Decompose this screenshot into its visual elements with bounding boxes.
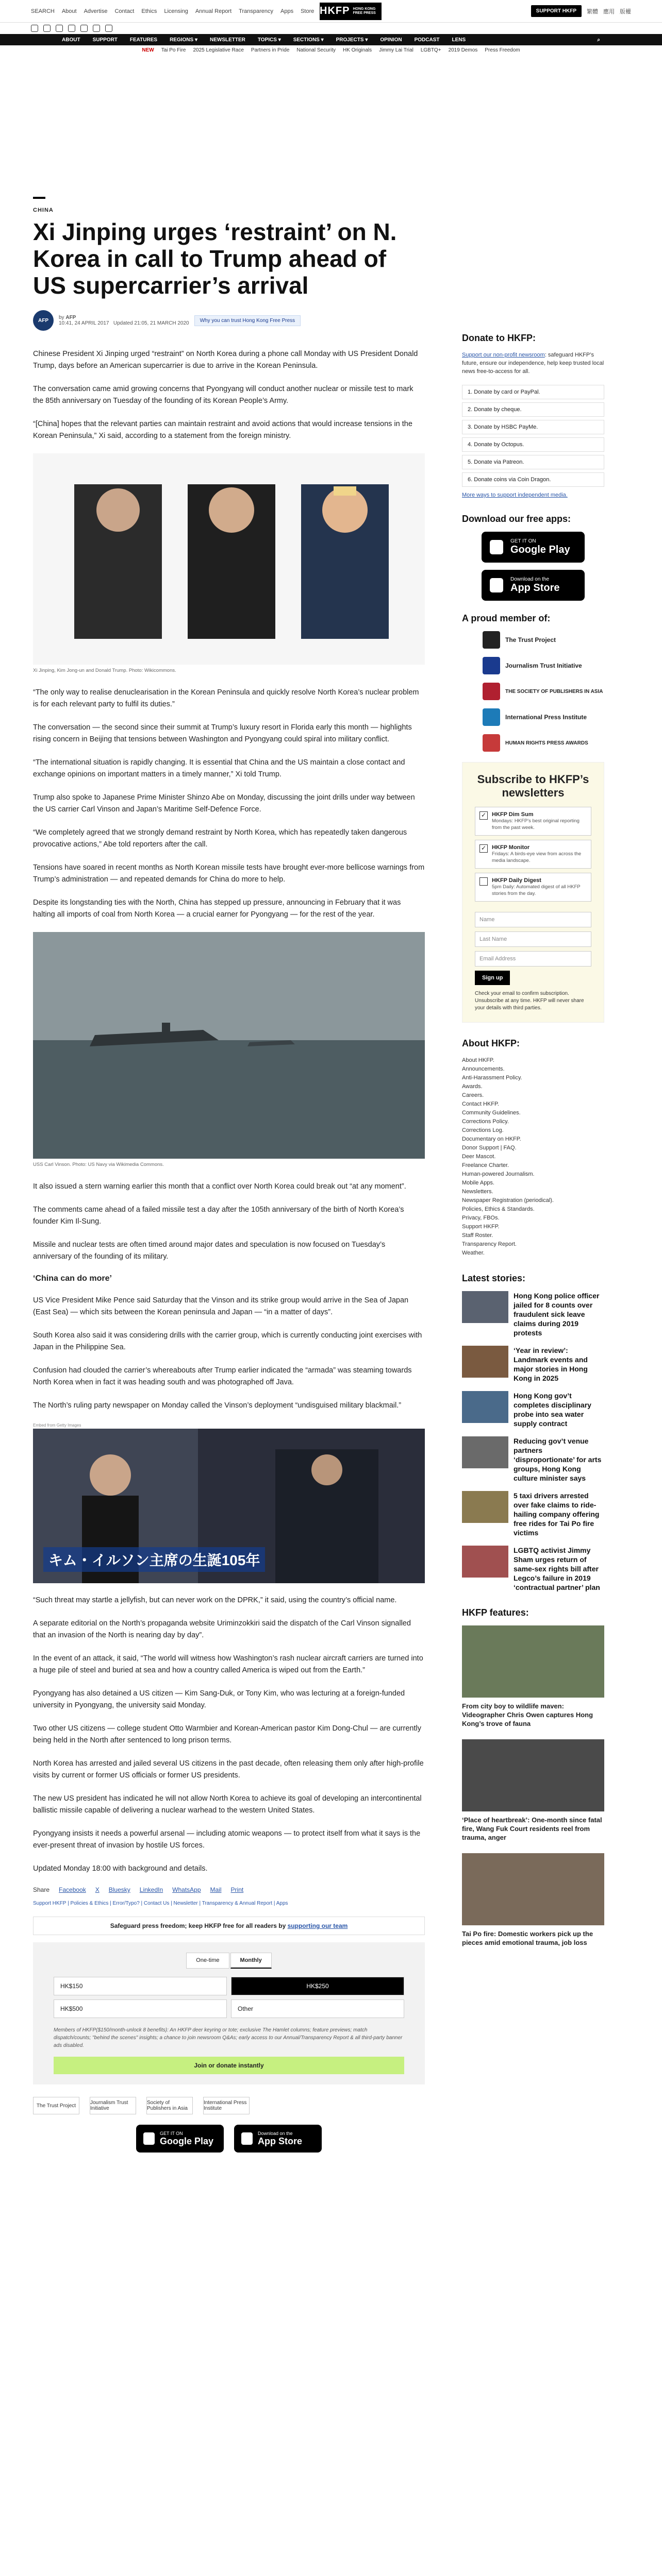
donate-option[interactable]: 4. Donate by Octopus.: [462, 437, 604, 452]
newsletter-heading: Subscribe to HKFP’s newsletters: [477, 773, 589, 799]
paragraph: “We completely agreed that we strongly demand restraint by North Korea, which has repeatedly taken dangerous provocative actions,” Abe told reporters after the call.: [33, 828, 407, 849]
about-link[interactable]: Transparency Report.: [462, 1241, 517, 1247]
google-play-icon: [143, 2132, 155, 2145]
feature-image[interactable]: [462, 1853, 604, 1925]
story-title: Hong Kong police officer jailed for 8 counts over fraudulent sick leave claims during 2019 protests: [514, 1292, 600, 1337]
photo-overlay-text: キム・イルソン主席の生誕105年: [43, 1547, 265, 1572]
donate-option[interactable]: 5. Donate via Patreon.: [462, 455, 604, 469]
paragraph: In the event of an attack, it said, “The world will witness how Washington’s rash nuclear aircraft carriers are turned into a huge pile of steel and buried at sea and how a country called America is wiped out from the Earth.”: [33, 1654, 423, 1674]
donate-option[interactable]: 6. Donate coins via Coin Dragon.: [462, 472, 604, 487]
member-ipi[interactable]: [483, 708, 604, 726]
newsletter-option[interactable]: [475, 807, 591, 836]
story-thumbnail: [462, 1391, 508, 1423]
store-big-text: App Store: [510, 582, 560, 594]
ipi-logo[interactable]: International Press Institute: [203, 2097, 250, 2114]
about-heading: About HKFP:: [462, 1038, 520, 1048]
newsletter-desc: Mondays: HKFP’s best original reporting from the past week.: [492, 818, 580, 831]
hrpa-icon: [483, 734, 500, 752]
logo-subtext: HONG KONG FREE PRESS: [353, 7, 376, 15]
paragraph: “The international situation is rapidly changing. It is essential that China and the US maintain a close contact and exchange opinions on important matters in a timely manner,” Xi told Trump.: [33, 758, 405, 778]
donate-option[interactable]: 2. Donate by cheque.: [462, 402, 604, 417]
checkbox[interactable]: ✓: [479, 811, 488, 820]
paragraph: US Vice President Mike Pence said Saturday that the Vinson and its strike group would arrive in the Sea of Japan (East Sea) — which sits between the Korean peninsula and Japan — “in a matter of days”.: [33, 1296, 409, 1316]
footer-member-logos: [33, 2097, 425, 2114]
feature-image[interactable]: [462, 1625, 604, 1698]
email-input[interactable]: Email Address: [475, 951, 591, 967]
last-name-input[interactable]: Last Name: [475, 931, 591, 947]
latest-story[interactable]: [462, 1391, 604, 1428]
utility-link[interactable]: Contact: [114, 8, 135, 14]
apple-icon: [241, 2132, 253, 2145]
store-small-text: Download on the: [510, 577, 550, 582]
about-link[interactable]: Anti-Harassment Policy.: [462, 1075, 522, 1081]
about-link[interactable]: Corrections Log.: [462, 1127, 504, 1133]
member-jti[interactable]: [483, 657, 604, 674]
paragraph: Missile and nuclear tests are often timed around major dates and speculation is now focused on Tuesday’s anniversary of the founding of its military.: [33, 1241, 386, 1261]
footer-apps: [33, 2125, 425, 2153]
member-name: Journalism Trust Initiative: [505, 662, 582, 669]
banner-text: Safeguard press freedom; keep HKFP free for all readers by: [110, 1922, 286, 1929]
publish-date: 10:41, 24 APRIL 2017: [59, 320, 109, 326]
getty-credit: Embed from Getty Images: [33, 1423, 81, 1428]
story-thumbnail: [462, 1346, 508, 1378]
about-link[interactable]: Announcements.: [462, 1066, 505, 1072]
story-title: Hong Kong gov’t completes disciplinary probe into sea water supply contract: [514, 1392, 591, 1428]
tab-one-time[interactable]: One-time: [186, 1953, 229, 1969]
about-link[interactable]: Newspaper Registration (periodical).: [462, 1197, 554, 1204]
about-link[interactable]: Support HKFP.: [462, 1224, 500, 1230]
latest-heading: Latest stories:: [462, 1273, 526, 1283]
trending-link[interactable]: LGBTQ+: [420, 47, 441, 53]
app-small-text: GET IT ON: [160, 2130, 183, 2136]
story-thumbnail: [462, 1491, 508, 1523]
story-title: Reducing gov’t venue partners ‘disproportionate’ for arts groups, Hong Kong culture minister says: [514, 1437, 602, 1482]
sidebar: [462, 333, 604, 1958]
paragraph: Pyongyang has also detained a US citizen — Kim Sang-Duk, or Tony Kim, who was lecturing at a foreign-funded university in Pyongyang, the university said Monday.: [33, 1689, 405, 1709]
section-heading: ‘China can do more’: [33, 1274, 112, 1283]
apps-heading: Download our free apps:: [462, 514, 571, 524]
paragraph: Chinese President Xi Jinping urged “restraint” on North Korea during a phone call Monday with US President Donald Trump, days before an American supercarrier is due to arrive in the Korean Peninsula.: [33, 350, 418, 370]
language-toggle[interactable]: 繁體: [587, 8, 598, 15]
utility-link[interactable]: Advertise: [84, 8, 108, 14]
getty-photo[interactable]: [33, 1429, 425, 1583]
share-print[interactable]: Print: [230, 1886, 244, 1893]
share-bluesky[interactable]: Bluesky: [108, 1886, 130, 1893]
about-link[interactable]: Mobile Apps.: [462, 1180, 494, 1186]
nav-newsletter[interactable]: NEWSLETTER: [209, 37, 245, 43]
latest-story[interactable]: [462, 1436, 604, 1483]
trending-bar: [0, 45, 662, 55]
about-link[interactable]: Community Guidelines.: [462, 1110, 521, 1116]
leaders-photo: [33, 453, 425, 665]
bluesky-icon[interactable]: [93, 25, 100, 32]
nav-sections[interactable]: SECTIONS ▾: [293, 37, 324, 43]
paragraph: The new US president has indicated he will not allow North Korea to achieve its goal of developing an intercontinental ballistic missile capable of delivering a nuclear warhead to the western United States.: [33, 1794, 422, 1815]
top-bar: [0, 0, 662, 23]
paragraph: Trump also spoke to Japanese Prime Minister Shinzo Abe on Monday, discussing the joint drills under way between the US carrier Carl Vinson and Japan’s Maritime Self-Defence Force.: [33, 793, 415, 814]
amount-option-selected[interactable]: HK$250: [231, 1977, 404, 1995]
category-bar: [33, 197, 45, 199]
paragraph: Two other US citizens — college student Otto Warmbier and Korean-American pastor Kim Dong-Chul — are currently being held in the North after sentenced to long prison terms.: [33, 1724, 421, 1744]
member-heading: A proud member of:: [462, 613, 551, 623]
story-title: 5 taxi drivers arrested over fake claims to ride-hailing company offering free rides for Tai Po fire victims: [514, 1492, 600, 1537]
share-facebook[interactable]: Facebook: [59, 1886, 86, 1893]
paragraph: “The only way to realise denuclearisation in the Korean Peninsula and quickly resolve North Korea’s nuclear problem is for each relevant party to fulfil its duties.”: [33, 688, 419, 708]
about-link[interactable]: Donor Support | FAQ.: [462, 1145, 517, 1151]
utility-links: [31, 8, 320, 14]
amount-option[interactable]: Other: [231, 1999, 404, 2018]
article-title: Xi Jinping urges ‘restraint’ on N. Korea in call to Trump ahead of US supercarrier’s arrival: [33, 218, 397, 299]
latest-story[interactable]: [462, 1491, 604, 1537]
member-trust-project[interactable]: [483, 631, 604, 649]
article-body: [33, 348, 425, 1875]
utility-link[interactable]: Transparency: [239, 8, 273, 14]
newsletter-note: Check your email to confirm subscription. Unsubscribe at any time. HKFP will never share your details with third parties.: [475, 991, 584, 1011]
latest-story[interactable]: [462, 1546, 604, 1592]
app-small-text: Download on the: [258, 2130, 293, 2136]
amount-option[interactable]: HK$150: [54, 1977, 227, 1995]
about-link[interactable]: Awards.: [462, 1083, 483, 1090]
paragraph: The conversation — the second since their summit at Trump’s luxury resort in Florida early this month — highlights rising concern in Beijing that tensions between Washington and Pyongyang could spiral into military conflict.: [33, 723, 412, 743]
nav-projects[interactable]: PROJECTS ▾: [336, 37, 368, 43]
paragraph: It also issued a stern warning earlier this month that a conflict over North Korea could break out “at any moment”.: [33, 1182, 406, 1191]
amount-option[interactable]: HK$500: [54, 1999, 227, 2018]
amount-options: [54, 1977, 404, 2018]
member-name: THE SOCIETY OF PUBLISHERS IN ASIA: [505, 688, 603, 694]
latest-story[interactable]: [462, 1346, 604, 1383]
nav-features[interactable]: FEATURES: [129, 37, 158, 43]
donate-box: [33, 1942, 425, 2084]
threads-icon[interactable]: [80, 25, 88, 32]
donate-option[interactable]: 3. Donate by HSBC PayMe.: [462, 420, 604, 434]
category-label[interactable]: CHINA: [33, 207, 54, 213]
newsletter-option[interactable]: [475, 840, 591, 869]
google-play-button[interactable]: [136, 2125, 224, 2153]
sopa-icon: [483, 683, 500, 700]
paragraph: The conversation came amid growing concerns that Pyongyang will conduct another nuclear or missile test to mark the 85th anniversary on Tuesday of the founding of its Korean People’s Army.: [33, 385, 413, 405]
about-list: [462, 1056, 604, 1258]
paragraph: Confusion had clouded the carrier’s whereabouts after Trump earlier indicated the “armada” was steaming towards North Korea when in fact it was heading south and was photographed off Java.: [33, 1366, 412, 1386]
trending-link[interactable]: Tai Po Fire: [161, 47, 186, 53]
share-mail[interactable]: Mail: [210, 1886, 222, 1893]
trending-link[interactable]: 2019 Demos: [448, 47, 478, 53]
paragraph: “Such threat may startle a jellyfish, but can never work on the DPRK,” it said, using the country’s official name.: [33, 1596, 397, 1604]
story-thumbnail: [462, 1546, 508, 1578]
share-label: Share: [33, 1886, 50, 1893]
about-link[interactable]: Staff Roster.: [462, 1232, 493, 1239]
trending-label: NEW: [142, 47, 154, 53]
photo-caption: USS Carl Vinson. Photo: US Navy via Wikimedia Commons.: [33, 1162, 164, 1167]
feature-image[interactable]: [462, 1739, 604, 1811]
latest-story[interactable]: [462, 1291, 604, 1337]
byline: [33, 310, 425, 331]
carrier-illustration: [33, 932, 425, 1159]
jti-logo[interactable]: Journalism Trust Initiative: [90, 2097, 136, 2114]
about-link[interactable]: Human-powered Journalism.: [462, 1171, 535, 1177]
nav-regions[interactable]: REGIONS ▾: [170, 37, 197, 43]
about-link[interactable]: About HKFP.: [462, 1057, 494, 1063]
author-avatar: AFP: [33, 310, 54, 331]
nav-podcast[interactable]: PODCAST: [414, 37, 440, 43]
about-link[interactable]: Corrections Policy.: [462, 1118, 509, 1125]
store-big-text: Google Play: [510, 544, 570, 555]
updated-date: Updated 21:05, 21 MARCH 2020: [113, 320, 189, 326]
main-nav: [0, 34, 662, 45]
search-icon[interactable]: ⌕: [597, 37, 600, 43]
newsletter-desc: 5pm Daily: Automated digest of all HKFP stories from the day.: [492, 884, 581, 896]
donate-tabs: [54, 1953, 404, 1969]
social-icons: [0, 23, 662, 34]
utility-link[interactable]: Apps: [280, 8, 294, 14]
donate-link[interactable]: Support our non-profit newsroom: [462, 352, 545, 358]
about-link[interactable]: Careers.: [462, 1092, 484, 1098]
store-small-text: GET IT ON: [510, 538, 536, 544]
story-title: LGBTQ activist Jimmy Sham urges return of same-sex rights bill after Legco’s failure in 2019 ‘contractual partner’ plan: [514, 1546, 600, 1591]
paragraph: Tensions have soared in recent months as North Korean missile tests have brought ever-more bellicose warnings from Trump’s administration — and repeated demands for China do more to help.: [33, 863, 425, 884]
about-link[interactable]: Newsletters.: [462, 1189, 493, 1195]
nav-topics[interactable]: TOPICS ▾: [257, 37, 281, 43]
checkbox[interactable]: [479, 877, 488, 886]
donate-heading: Donate to HKFP:: [462, 333, 536, 343]
feature-title[interactable]: ‘Place of heartbreak’: One-month since fatal fire, Wang Fuk Court residents reel from trauma, anger: [462, 1816, 602, 1841]
ipi-icon: [483, 708, 500, 726]
share-links: [33, 1886, 425, 1893]
logo-text: HKFP: [320, 5, 350, 16]
features-heading: HKFP features:: [462, 1607, 529, 1618]
footer-links[interactable]: Support HKFP | Policies & Ethics | Error/Typo? | Contact Us | Newsletter | Transparency & Annual Report | Apps: [33, 1901, 288, 1906]
trending-link[interactable]: National Security: [296, 47, 336, 53]
search-link[interactable]: SEARCH: [31, 8, 55, 14]
paragraph: Pyongyang insists it needs a powerful arsenal — including atomic weapons — to protect itself from what it says is the ever-present threat of invasion by hostile US forces.: [33, 1829, 421, 1850]
donate-banner: [33, 1917, 425, 1935]
about-link[interactable]: Freelance Charter.: [462, 1162, 509, 1168]
top-right: [531, 5, 631, 17]
newsletter-option[interactable]: [475, 873, 591, 902]
x-icon[interactable]: [43, 25, 51, 32]
by-label: by: [59, 315, 64, 320]
newsletter-title: HKFP Daily Digest: [492, 877, 541, 884]
share-linkedin[interactable]: LinkedIn: [139, 1886, 163, 1893]
banner-link[interactable]: supporting our team: [287, 1922, 348, 1929]
about-link[interactable]: Documentary on HKFP.: [462, 1136, 521, 1142]
trending-link[interactable]: HK Originals: [342, 47, 372, 53]
nav-about[interactable]: ABOUT: [62, 37, 80, 43]
google-play-badge[interactable]: [482, 532, 585, 563]
more-ways-link[interactable]: More ways to support independent media.: [462, 492, 568, 498]
donate-option[interactable]: 1. Donate by card or PayPal.: [462, 385, 604, 399]
jti-icon: [483, 657, 500, 674]
feature-title[interactable]: From city boy to wildlife maven: Videographer Chris Owen captures Hong Kong’s trove of fauna: [462, 1702, 593, 1727]
utility-link[interactable]: Ethics: [141, 8, 157, 14]
paragraph: Despite its longstanding ties with the North, China has stepped up pressure, announcing in February that it was halting all imports of coal from North Korea — a crucial earner for Pyongyang — for the rest of the year.: [33, 899, 401, 919]
trending-link[interactable]: 2025 Legislative Race: [193, 47, 244, 53]
author-link[interactable]: AFP: [65, 315, 76, 320]
member-hrpa[interactable]: [483, 734, 604, 752]
share-x[interactable]: X: [95, 1886, 100, 1893]
rss-icon[interactable]: [105, 25, 112, 32]
utility-link[interactable]: Store: [301, 8, 315, 14]
sign-up-button[interactable]: Sign up: [475, 971, 510, 985]
lang-item[interactable]: 應用: [603, 8, 615, 15]
paragraph: The North’s ruling party newspaper on Monday called the Vinson’s deployment “undisguised military blackmail.”: [33, 1401, 402, 1410]
app-store-badge[interactable]: [482, 570, 585, 601]
share-whatsapp[interactable]: WhatsApp: [172, 1886, 201, 1893]
newsletter-title: HKFP Monitor: [492, 844, 530, 851]
app-store-button[interactable]: [234, 2125, 322, 2153]
first-name-input[interactable]: Name: [475, 912, 591, 927]
nav-opinion[interactable]: OPINION: [380, 37, 402, 43]
site-logo[interactable]: [320, 3, 382, 20]
carrier-photo: [33, 932, 425, 1159]
apple-icon: [490, 578, 503, 592]
trending-link[interactable]: Press Freedom: [485, 47, 520, 53]
app-big-text: App Store: [258, 2136, 303, 2146]
story-thumbnail: [462, 1436, 508, 1468]
about-link[interactable]: Weather.: [462, 1250, 485, 1256]
member-name: The Trust Project: [505, 636, 556, 643]
trending-link[interactable]: Jimmy Lai Trial: [379, 47, 413, 53]
join-donate-button[interactable]: Join or donate instantly: [54, 2057, 404, 2074]
leaders-illustration: [33, 453, 425, 665]
nav-support[interactable]: SUPPORT: [92, 37, 118, 43]
nav-lens[interactable]: LENS: [452, 37, 466, 43]
paragraph: North Korea has arrested and jailed several US citizens in the past decade, often releasing them only after high-profile visits by current or former US officials or former US presidents.: [33, 1759, 424, 1780]
story-thumbnail: [462, 1291, 508, 1323]
paragraph: A separate editorial on the North’s propaganda website Uriminzokkiri said the dispatch of the Carl Vinson signalled that an invasion of the North is nearing day by day”.: [33, 1619, 411, 1639]
newsletter-desc: Fridays: A birds-eye view from across the media landscape.: [492, 851, 582, 863]
trending-link[interactable]: Partners in Pride: [251, 47, 290, 53]
photo-caption: Xi Jinping, Kim Jong-un and Donald Trump. Photo: Wikicommons.: [33, 668, 176, 673]
sopa-logo[interactable]: Society of Publishers in Asia: [146, 2097, 193, 2114]
paragraph: South Korea also said it was considering drills with the carrier group, which is currently conducting joint exercises with Japan in the Philippine Sea.: [33, 1331, 422, 1351]
trust-project-icon: [483, 631, 500, 649]
member-name: International Press Institute: [505, 714, 587, 721]
about-link[interactable]: Privacy, FBOs.: [462, 1215, 500, 1221]
utility-link[interactable]: Annual Report: [195, 8, 232, 14]
why-trust-link[interactable]: Why you can trust Hong Kong Free Press: [194, 315, 301, 326]
feature-title[interactable]: Tai Po fire: Domestic workers pick up the pieces amid emotional trauma, job loss: [462, 1930, 593, 1946]
instagram-icon[interactable]: [56, 25, 63, 32]
checkbox[interactable]: ✓: [479, 844, 488, 853]
member-sopa[interactable]: [483, 683, 604, 700]
donate-desc: : safeguard HKFP’s future, ensure our independence, help keep trusted local news free-to-access for all.: [462, 352, 604, 375]
about-link[interactable]: Deer Mascot.: [462, 1154, 496, 1160]
member-name: HUMAN RIGHTS PRESS AWARDS: [505, 740, 588, 746]
byline-text: [59, 315, 189, 326]
donate-text: [462, 351, 604, 376]
utility-link[interactable]: Licensing: [164, 8, 188, 14]
utility-link[interactable]: About: [61, 8, 77, 14]
about-link[interactable]: Policies, Ethics & Standards.: [462, 1206, 535, 1212]
paragraph: The comments came ahead of a failed missile test a day after the 105th anniversary of the birth of North Korea’s founder Kim Il-Sung.: [33, 1206, 404, 1226]
facebook-icon[interactable]: [31, 25, 38, 32]
tab-monthly[interactable]: Monthly: [230, 1953, 272, 1969]
updated-note: Updated Monday 18:00 with background and details.: [33, 1865, 208, 1873]
lang-item[interactable]: 版權: [620, 8, 631, 15]
newsletter-box: [462, 762, 604, 1023]
app-big-text: Google Play: [160, 2136, 214, 2146]
google-play-icon: [490, 540, 503, 554]
newsletter-title: HKFP Dim Sum: [492, 811, 534, 818]
youtube-icon[interactable]: [68, 25, 75, 32]
about-link[interactable]: Contact HKFP.: [462, 1101, 499, 1107]
membership-text: Members of HKFP($150/month-unlock 8 benefits): An HKFP deer keyring or tote; exclusive The Hamlet columns; feature previews; match dispatch/counts; "behind the scenes" insights; a chance to join newsroom Q&As; early access to our Annual/Transparency Report & all third-party banner ads disabled.: [54, 2027, 403, 2048]
paragraph: “[China] hopes that the relevant parties can maintain restraint and avoid actions that would increase tensions in the Korean Peninsula,” Xi said, according to a statement from the foreign ministry.: [33, 420, 412, 440]
story-title: ‘Year in review’: Landmark events and major stories in Hong Kong in 2025: [514, 1346, 588, 1382]
trust-project-logo[interactable]: The Trust Project: [33, 2097, 79, 2114]
support-hkfp-button[interactable]: SUPPORT HKFP: [531, 5, 582, 17]
article: [33, 197, 425, 2153]
